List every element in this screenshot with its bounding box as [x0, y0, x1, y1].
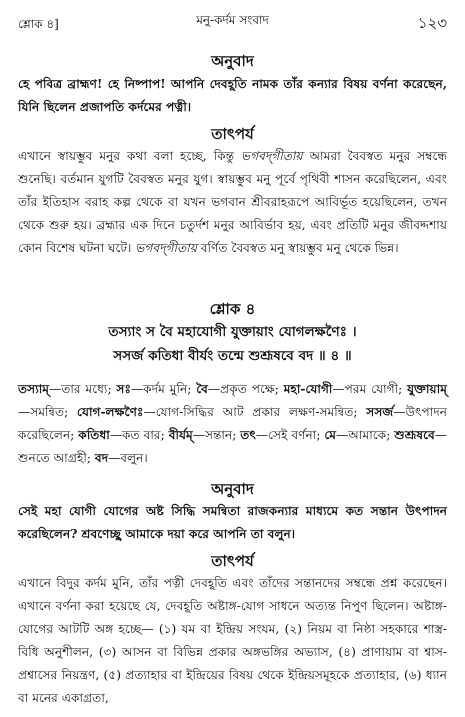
- verse-line-2: সসর্জ কতিধা বীর্যং তন্মে শুশ্রূষবে বদ ॥ ৪ ॥: [113, 348, 352, 364]
- purport-heading-2: তাৎপর্য: [211, 552, 254, 570]
- verse-heading: শ্লোক ৪: [209, 300, 256, 318]
- header-chapter-title: মনু-কর্দম সংবাদ: [196, 13, 269, 27]
- header-verse-ref: শ্লোক ৪]: [18, 17, 59, 31]
- purport-text-2: এখানে বিদুর কর্দম মুনি, তাঁর পত্নী দেবহূতি এবং তাঁদের সন্তানদের সম্বন্ধে প্রশ্ন করেছেন। এখানে বর্ণনা করা হয়েছে যে, দেবহূতি অষ্টাঙ্গ-যোগ সাধনে অত্যন্ত নিপুণ ছিলেন। অষ্টাঙ্গ-যোগের আটটি অঙ্গ হচ্ছে— (১) যম বা ইন্দ্রিয় সংযম, (২) নিয়ম বা নিষ্ঠা সহকারে শাস্ত্র-বিধি অনুশীলন, (৩) আসন বা বিভিন্ন প্রকার অঙ্গভঙ্গির অভ্যাস, (৪) প্রাণায়াম বা শ্বাস-প্রশ্বাসের নিয়ন্ত্রণ, (৫) প্রত্যাহার বা ইন্দ্রিয়ের বিষয় থেকে ইন্দ্রিয়সমূহকে প্রত্যাহার, (৬) ধ্যান বা মনের একাগ্রতা,: [18, 576, 447, 705]
- translation-text-2: সেই মহা যোগী যোগের অষ্ট সিদ্ধি সমন্বিতা রাজকন্যার মাধ্যমে কত সন্তান উৎপাদন করেছিলেন? শ্রবণেচ্ছু আমাকে দয়া করে আপনি তা বলুন।: [18, 504, 447, 541]
- translation-heading: অনুবাদ: [211, 52, 254, 70]
- translation-text: হে পবিত্র ব্রাহ্মণ! হে নিষ্পাপ! আপনি দেবহূতি নামক তাঁর কন্যার বিষয় বর্ণনা করেছেন, যিনি ছিলেন প্রজাপতি কর্দমের পত্নী।: [18, 77, 447, 114]
- page-header: [18, 12, 447, 34]
- synonyms: তস্যাম্‌—তার মধ্যে; সঃ—কর্দম মুনি; বৈ—প্রকৃত পক্ষে; মহা-যোগী—পরম যোগী; যুক্তায়াম্‌—সমন্বিত; যোগ-লক্ষণৈঃ—যোগ-সিদ্ধির আট প্রকার লক্ষণ-সমন্বিত; সসর্জ—উৎপাদন করেছিলেন; কতিধা—কত বার; বীর্যম্‌—সন্তান; তৎ—সেই বর্ণনা; মে—আমাকে; শুশ্রূষবে—শুনতে আগ্রহী; বদ—বলুন।: [18, 382, 448, 465]
- purport-text: এখানে স্বায়ম্ভুব মনুর কথা বলা হচ্ছে, কিন্তু ভগবদ্‌গীতায় আমরা বৈবস্বত মনুর সম্বন্ধে শুনেছি। বর্তমান যুগটি বৈবস্বত মনুর যুগ। স্বায়ম্ভুব মনু পূর্বে পৃথিবী শাসন করেছিলেন, এবং তাঁর ইতিহাস বরাহ কল্প থেকে বা যখন ভগবান শ্রীবরাহরূপে আবির্ভূত হয়েছিলেন, তখন থেকে শুরু হয়। ব্রহ্মার এক দিনে চতুর্দশ মনুর আবির্ভাব হয়, এবং প্রতিটি মনুর জীবদ্দশায় কোন বিশেষ ঘটনা ঘটে। ভগবদ্‌গীতায় বর্ণিত বৈবস্বত মনু স্বায়ম্ভুব মনু থেকে ভিন্ন।: [18, 149, 447, 255]
- bhagavad-gita-ref: ভগবদ্‌গীতায়: [135, 241, 197, 255]
- purport-heading: তাৎপর্য: [211, 125, 254, 143]
- page-number: ১২৩: [417, 14, 447, 32]
- translation-heading-2: অনুবাদ: [211, 480, 254, 498]
- verse-line-1: তস্যাং স বৈ মহাযোগী যুক্তায়াং যোগলক্ষণৈঃ ।: [108, 324, 357, 340]
- bhagavad-gita-ref: ভগবদ্‌গীতায়: [241, 149, 303, 163]
